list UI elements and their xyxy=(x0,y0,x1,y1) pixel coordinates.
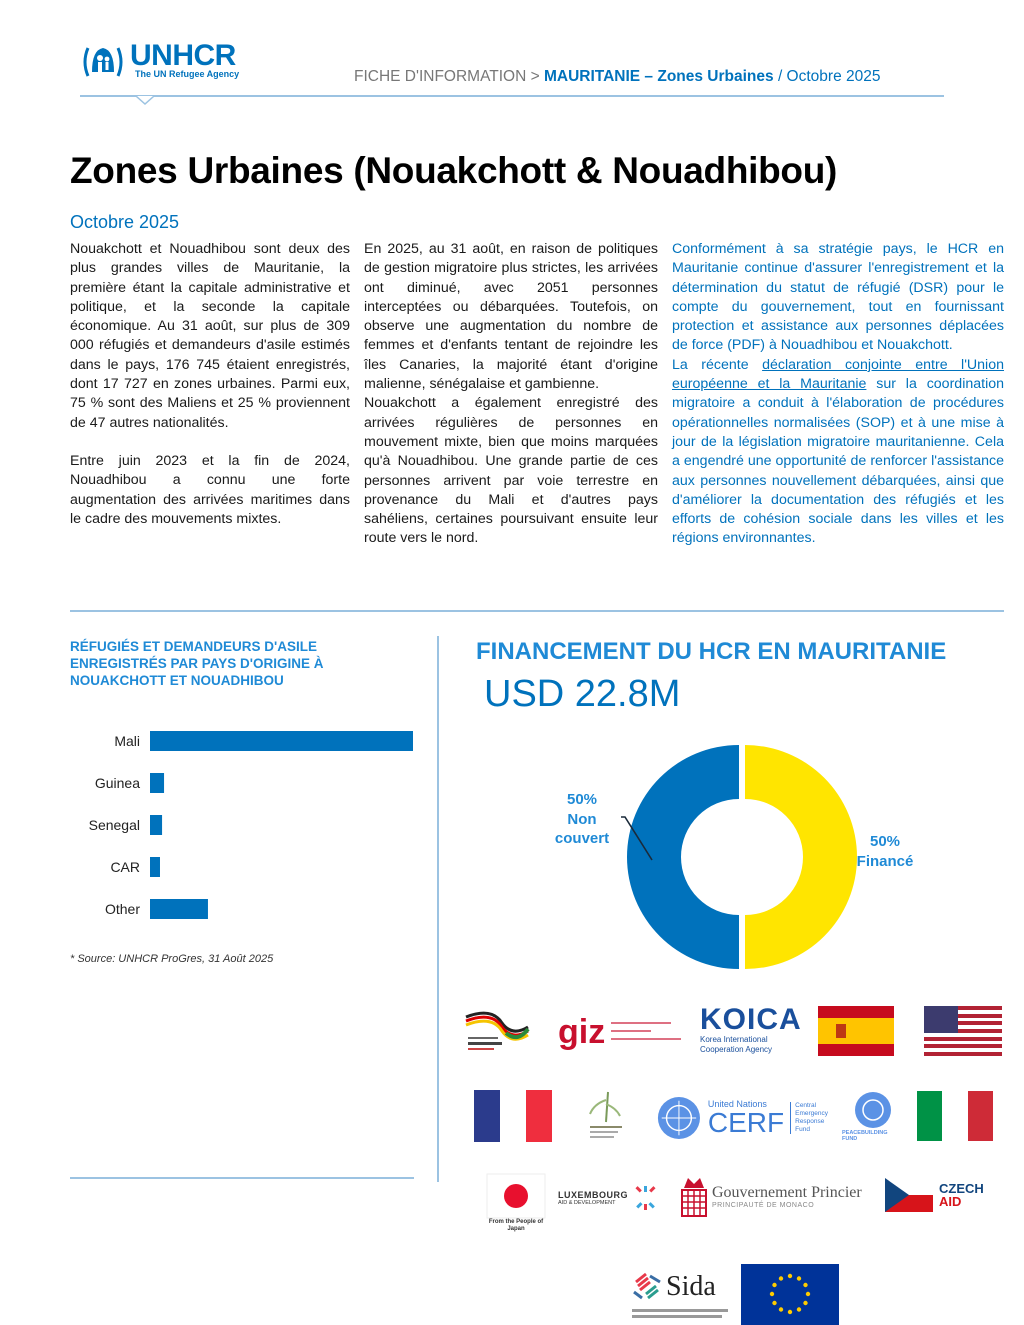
paragraph xyxy=(672,356,1004,549)
japan-flag-icon xyxy=(486,1173,546,1219)
bar-label: CAR xyxy=(110,859,140,875)
text-column-1 xyxy=(70,240,350,529)
origin-bar-chart xyxy=(70,720,430,940)
bar-guinea xyxy=(150,773,164,793)
monaco-subtitle: PRINCIPAUTÉ DE MONACO xyxy=(712,1201,815,1209)
luxembourg-wordmark: LUXEMBOURG xyxy=(558,1190,628,1200)
donor-logo-cooperation-allemande xyxy=(462,1003,532,1055)
bar-chart-title: RÉFUGIÉS ET DEMANDEURS D'ASILE ENREGISTRÉS PAR PAYS D'ORIGINE À NOUAKCHOTT ET NOUADHIBOU xyxy=(70,639,324,688)
breadcrumb-prefix: FICHE D'INFORMATION > xyxy=(354,68,544,85)
bar-mali xyxy=(150,731,413,751)
czech-aid-line2: AID xyxy=(939,1194,962,1209)
pbf-label: PEACEBUILDING FUND xyxy=(842,1130,888,1142)
funding-amount: USD 22.8M xyxy=(484,673,681,715)
monaco-crown-icon xyxy=(680,1174,708,1218)
donut-label-funded: Financé xyxy=(856,853,914,870)
unhcr-emblem-icon xyxy=(80,42,126,82)
donor-logo-giz xyxy=(558,1012,688,1052)
un-emblem-icon xyxy=(853,1090,893,1130)
sida-emblem-icon xyxy=(632,1272,664,1302)
breadcrumb xyxy=(354,68,880,86)
eu-flag-icon xyxy=(741,1264,839,1325)
header-divider xyxy=(80,95,944,97)
bar-car xyxy=(150,857,160,877)
donor-logo-sida xyxy=(632,1266,732,1322)
giz-wordmark: giz xyxy=(558,1013,606,1051)
bar-label: Other xyxy=(104,901,140,917)
palm-tree-icon xyxy=(584,1088,628,1140)
monaco-wordmark: Gouvernement Princier xyxy=(712,1183,862,1201)
text-run: sur la coordination migratoire a conduit à l'élaboration de procédures opérationnelles normalisées (SOP) et à une mise à jour de la législation migratoire mauritanienne. Cela a engendré une opportunité de renforcer l'assistance aux personnes nouvellement débarquées, ainsi que d'améliorer la documentation des réfugiés et les efforts de cohésion sociale dans les villes et les régions environnantes. xyxy=(672,376,1004,547)
koica-subtitle: Korea International Cooperation Agency xyxy=(700,1035,773,1054)
un-emblem-icon xyxy=(656,1094,702,1142)
funding-title: FINANCEMENT DU HCR EN MAURITANIE xyxy=(476,638,947,665)
spain-flag-icon xyxy=(818,1006,894,1056)
donor-logo-cerf xyxy=(656,1092,828,1144)
paragraph: Nouakchott a également enregistré des arrivées régulières de personnes en mouvement mixte, bien que moins marquées qu'à Nouadhibou. Une grande partie de ces personnes arrivent par voie terrestre en provenance du Mali et d'autres pays sahéliens, certaines poursuivant ensuite leur route vers le nord. xyxy=(364,395,658,547)
cerf-wordmark: CERF xyxy=(707,1107,785,1138)
german-mauritanian-ribbon-icon xyxy=(462,1003,532,1055)
donut-label-funded-percent: 50% xyxy=(869,833,901,850)
paragraph: Nouakchott et Nouadhibou sont deux des plus grandes villes de Mauritanie, la première étant la capitale administrative et politique, et la seconde la capitale économique. Au 31 août, sur plus de 309 000 réfugiés et demandeurs d'asile estimés dans le pays, 176 745 étaient enregistrés, dont 17 727 en zones urbaines. Parmi eux, 75 % sont des Maliens et 25 % proviennent de 47 autres nationalités. xyxy=(70,241,350,431)
usa-flag-icon xyxy=(924,1006,1002,1056)
cerf-subtitle: Central Emergency Response Fund xyxy=(790,1102,828,1134)
donor-logo-koica xyxy=(700,1002,808,1058)
logo-tagline: The UN Refugee Agency xyxy=(135,69,240,79)
logo-wordmark: UNHCR xyxy=(130,39,236,72)
donut-label-unfunded: couvert xyxy=(554,830,610,847)
donor-logo-peacebuilding-fund xyxy=(842,1088,904,1144)
donut-slice-funded xyxy=(745,745,857,969)
luxembourg-subtitle: AID & DEVELOPMENT xyxy=(558,1200,616,1206)
bar-other xyxy=(150,899,208,919)
cerf-un-label: United Nations xyxy=(707,1099,767,1109)
section-divider xyxy=(70,1177,414,1179)
vertical-divider xyxy=(437,636,439,1182)
japan-caption: From the People of Japan xyxy=(488,1219,544,1232)
paragraph: En 2025, au 31 août, en raison de politiques de gestion migratoire plus strictes, les arrivées ont diminué, avec 2051 personnes interceptées ou débarquées. Toutefois, on observe une augmentation du nombre de femmes et d'enfants tentant de rejoindre les îles Canaries, la majorité étant d'origine malienne, sénégalaise et gambienne. xyxy=(364,241,658,393)
sida-wordmark: Sida xyxy=(666,1270,716,1302)
donut-label-unfunded: Non xyxy=(567,811,597,828)
bar-label: Mali xyxy=(114,733,140,749)
chart-source-note: * Source: UNHCR ProGres, 31 Août 2025 xyxy=(70,953,274,965)
czech-aid-line1: CZECH xyxy=(939,1181,984,1196)
bar-label: Senegal xyxy=(88,817,140,833)
breadcrumb-date: / Octobre 2025 xyxy=(773,68,881,85)
page-title: Zones Urbaines (Nouakchott & Nouadhibou) xyxy=(70,150,838,191)
donut-label-unfunded-percent: 50% xyxy=(566,791,598,808)
donor-logo-fund xyxy=(584,1088,628,1140)
paragraph: Conformément à sa stratégie pays, le HCR en Mauritanie continue d'assurer l'enregistrement et la détermination du statut de réfugié (DSR) pour le compte du gouvernement, tout en fournissant protection et assistance aux personnes déplacées de force (PDF) à Nouadhibou et Nouakchott. xyxy=(672,241,1004,354)
page-date: Octobre 2025 xyxy=(70,212,180,232)
donor-logo-luxembourg xyxy=(558,1176,672,1220)
koica-wordmark: KOICA xyxy=(700,1003,802,1036)
luxembourg-star-icon xyxy=(634,1186,658,1210)
donor-logo-czech-aid xyxy=(885,1176,995,1214)
bar-label: Guinea xyxy=(94,775,140,791)
section-divider xyxy=(70,610,1004,612)
joint-declaration-link[interactable]: déclaration conjointe entre l'Union européenne et la Mauritanie xyxy=(672,356,1004,393)
giz-subtitle-icon xyxy=(611,1020,685,1044)
text-run: La récente xyxy=(672,356,763,373)
breadcrumb-current: MAURITANIE – Zones Urbaines xyxy=(543,68,774,85)
paragraph: Entre juin 2023 et la fin de 2024, Nouadhibou a connu une forte augmentation des arrivées maritimes dans le cadre des mouvements mixtes. xyxy=(70,452,350,527)
text-column-3 xyxy=(672,240,1004,549)
donut-slice-unfunded xyxy=(627,745,739,969)
header-notch-icon xyxy=(136,95,154,105)
funding-donut-chart xyxy=(540,745,960,975)
donor-logo-monaco xyxy=(680,1172,880,1220)
czech-flag-icon xyxy=(885,1178,933,1212)
bar-senegal xyxy=(150,815,162,835)
italy-flag-icon xyxy=(917,1091,993,1141)
france-flag-icon xyxy=(474,1090,552,1142)
text-column-2 xyxy=(364,240,658,549)
donor-logo-japan xyxy=(480,1170,552,1236)
unhcr-logo xyxy=(80,39,260,84)
